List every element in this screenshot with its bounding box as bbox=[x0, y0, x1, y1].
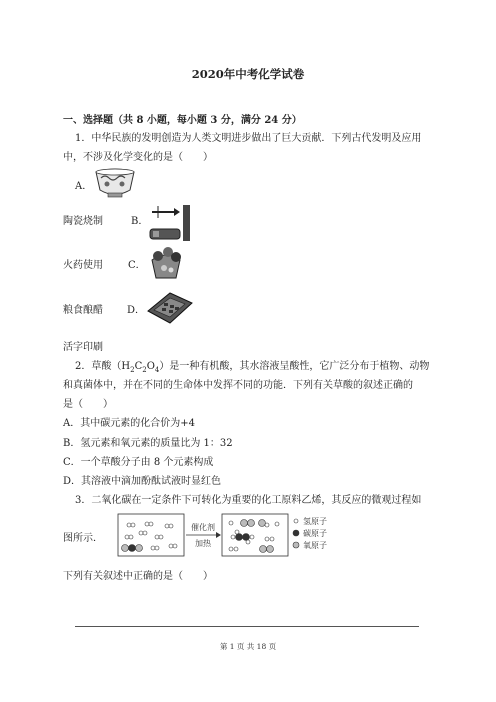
section-heading: 一、选择题（共 8 小题，每小题 3 分，满分 24 分） bbox=[63, 115, 302, 126]
q2-option-a: A．其中碳元素的化合价为+4 bbox=[63, 418, 195, 429]
movable-type-image bbox=[144, 289, 196, 325]
page-number: 第 1 页 共 18 页 bbox=[219, 642, 277, 651]
q1-label-a: 陶瓷烧制 bbox=[63, 216, 103, 227]
vinegar-brewing-image bbox=[146, 246, 186, 282]
q1-label-c: 粮食酿醋 bbox=[63, 305, 103, 316]
footer-divider bbox=[75, 626, 419, 627]
gunpowder-image bbox=[148, 203, 194, 243]
reaction-diagram bbox=[117, 513, 367, 558]
q2-option-c: C．一个草酸分子由 8 个元素构成 bbox=[63, 457, 214, 468]
q1-option-b: B． bbox=[131, 216, 149, 227]
q2-line2: 和真菌体中，并在不同的生命体中发挥不同的功能．下列有关草酸的叙述正确的 bbox=[63, 380, 413, 391]
q3-line2: 图所示． bbox=[63, 533, 103, 544]
q1-label-d: 活字印刷 bbox=[63, 342, 103, 353]
porcelain-bowl-image bbox=[93, 166, 137, 200]
q2-option-b: B．氢元素和氧元素的质量比为 1：32 bbox=[63, 438, 233, 449]
q2-option-d: D．其溶液中滴加酚酞试液时显红色 bbox=[63, 476, 222, 487]
legend-hydrogen: 氢原子 bbox=[303, 517, 327, 526]
q1-option-c: C． bbox=[128, 260, 146, 271]
page-title: 2020年中考化学试卷 bbox=[191, 67, 305, 81]
q1-label-b: 火药使用 bbox=[63, 260, 103, 271]
q1-option-a: A． bbox=[75, 181, 93, 192]
legend-oxygen: 氧原子 bbox=[303, 541, 327, 550]
legend-carbon: 碳原子 bbox=[303, 529, 327, 538]
q2-line3: 是（ ） bbox=[63, 399, 113, 410]
q1-line1: 1．中华民族的发明创造为人类文明进步做出了巨大贡献．下列古代发明及应用 bbox=[75, 133, 422, 144]
q3-line3: 下列有关叙述中正确的是（ ） bbox=[63, 571, 213, 582]
q3-line1: 3．二氧化碳在一定条件下可转化为重要的化工原料乙烯，其反应的微观过程如 bbox=[75, 495, 422, 506]
heat-label: 加热 bbox=[195, 539, 211, 548]
q2-line1: 2．草酸$(H_2C_2O_4)$是一种有机酸，其水溶液呈酸性，它广泛分布于植物、动物 bbox=[75, 361, 430, 374]
catalyst-label: 催化剂 bbox=[191, 523, 215, 532]
q1-line2: 中，不涉及化学变化的是（ ） bbox=[63, 152, 213, 163]
q1-option-d: D． bbox=[127, 305, 146, 316]
